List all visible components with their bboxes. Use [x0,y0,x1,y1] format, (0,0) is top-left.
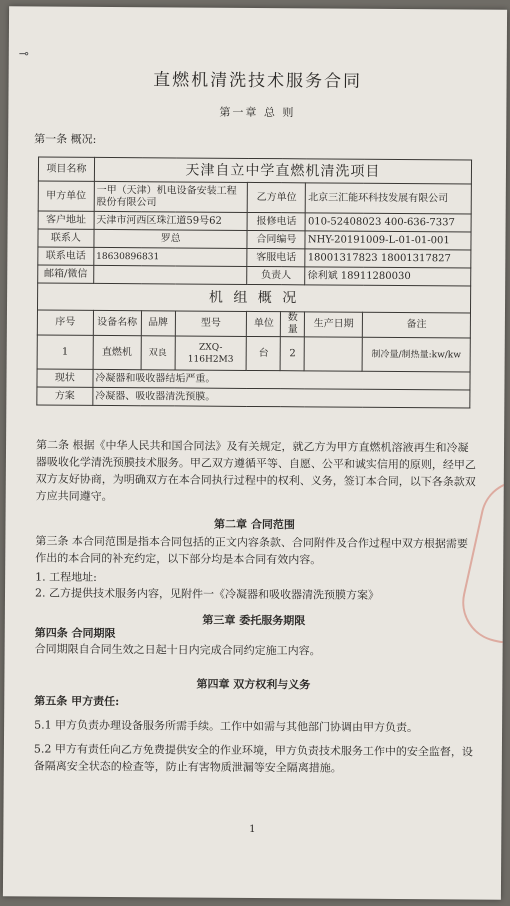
contact-value: 罗总 [94,229,248,248]
contract-no-label: 合同编号 [247,230,305,248]
email-value [94,265,248,284]
chapter4-title: 第四章 双方权利与义务 [196,677,311,692]
person-label: 负责人 [247,266,305,284]
service-phone-label: 客服电话 [247,248,305,266]
unit-overview-title: 机 组 概 况 [37,283,470,313]
col-header-name: 设备名称 [93,310,141,335]
repair-phone-label: 报修电话 [248,212,306,230]
plan-label: 方案 [37,387,93,405]
item1-text: 1. 工程地址: [35,570,97,584]
contact-phone-value: 18630896831 [94,247,248,266]
col-header-no: 序号 [37,310,93,335]
article2-text: 第二条 根据《中华人民共和国合同法》及有关规定，就乙方为甲方直燃机溶液再生和冷凝器吸收化学清洗预膜技术服务。甲乙双方遵循平等、自愿、公平和诚实信用的原则，经甲乙双方友好协商，为明确双方在本合同执行过程中的权利、义务，签订本合同，以下各条款双方应共同遵守。 [35,438,476,504]
partyB-label: 乙方单位 [248,182,306,212]
contract-no-value: NHY-20191009-L-01-01-001 [305,231,471,250]
col-header-note: 备注 [362,312,470,338]
partyA-value: 一甲（天津）机电设备安装工程股份有限公司 [94,181,248,212]
contact-phone-label: 联系电话 [38,247,94,265]
chapter1-title: 第一章 总 则 [219,105,296,120]
overview-table [36,156,472,408]
document-title: 直燃机清洗技术服务合同 [153,70,363,92]
punch-hole-icon: ⊸ [18,46,29,61]
client-address-value: 天津市河西区珠江道59号62 [94,211,248,230]
col-header-unit: 单位 [247,311,281,336]
plan-value: 冷凝器、吸收器清洗预膜。 [93,387,470,408]
chapter2-title: 第二章 合同范围 [214,517,295,532]
article4-heading: 第四条 合同期限 [34,626,116,641]
status-label: 现状 [37,369,93,387]
project-value: 天津自立中学直燃机清洗项目 [94,157,471,184]
contact-label: 联系人 [38,229,94,247]
partyB-value: 北京三汇能环科技发展有限公司 [306,183,472,214]
repair-phone-value: 010-52408023 400-636-7337 [305,213,471,232]
status-value: 冷凝器和吸收器结垢严重。 [93,369,470,390]
client-address-label: 客户地址 [38,211,94,229]
row-qty: 2 [280,337,304,371]
item2-text: 2. 乙方提供技术服务内容，见附件一《冷凝器和吸收器清洗预膜方案》 [34,586,380,602]
row-brand: 双良 [141,336,175,370]
contract-page [3,6,507,899]
email-label: 邮箱/微信 [38,265,94,283]
row-name: 直燃机 [93,335,141,369]
person-value: 徐利斌 18911280030 [305,267,471,286]
col-header-qty: 数量 [281,312,305,337]
col-header-brand: 品牌 [141,311,175,336]
clause-5-1: 5.1 甲方负责办理设备服务所需手续。工作中如需与其他部门协调由甲方负责。 [34,718,419,735]
project-label: 项目名称 [38,157,94,181]
row-unit: 台 [247,336,281,370]
row-no: 1 [37,335,93,369]
row-model: ZXQ-116H2M3 [175,336,247,371]
chapter3-title: 第三章 委托服务期限 [202,613,306,628]
article1-heading: 第一条 概况: [34,132,97,146]
col-header-model: 型号 [175,311,247,337]
article4-text: 合同期限自合同生效之日起十日内完成合同约定施工内容。 [34,642,321,658]
article3-text: 第三条 本合同范围是指本合同包括的正文内容条款、合同附件及合作过程中双方根据需要作出的本合同的补充约定，以下部分均是本合同有效内容。 [35,534,468,567]
row-note: 制冷量/制热量:kw/kw [362,337,470,372]
page-number: 1 [249,823,256,836]
service-phone-value: 18001317823 18001317827 [305,249,471,268]
partyA-label: 甲方单位 [38,181,94,211]
col-header-date: 生产日期 [305,312,363,337]
row-date [304,337,362,371]
clause-5-2: 5.2 甲方有责任向乙方免费提供安全的作业环境，甲方负责技术服务工作中的安全监督，设备隔离安全状态的检查等，防止有害物质泄漏等安全隔离措施。 [33,742,473,775]
article5-heading: 第五条 甲方责任: [34,694,120,709]
